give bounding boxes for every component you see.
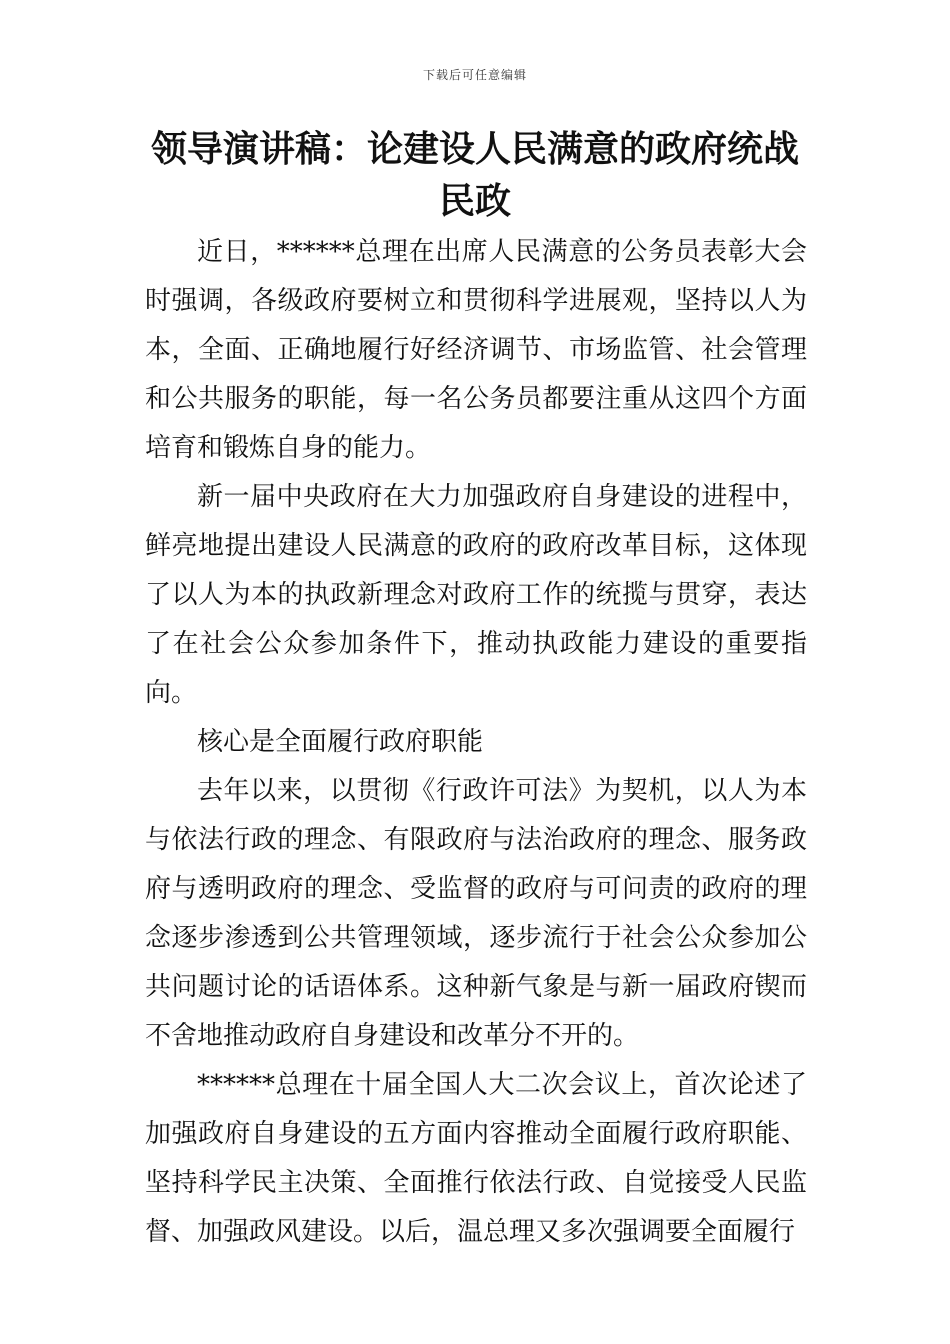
document-body [145,228,807,1257]
paragraph-3: 去年以来，以贯彻《行政许可法》为契机，以人为本与依法行政的理念、有限政府与法治政府的理念、服务政府与透明政府的理念、受监督的政府与可问责的政府的理念逐步渗透到公共管理领域，逐步流行于社会公众参加公共问题讨论的话语体系。这种新气象是与新一届政府锲而不舍地推动政府自身建设和改革分不开的。 [145,776,807,1051]
header-note: 下载后可任意编辑 [422,68,527,82]
document-title: 领导演讲稿：论建设人民满意的政府统战民政 [150,129,799,222]
paragraph-2: 新一届中央政府在大力加强政府自身建设的进程中，鲜亮地提出建设人民满意的政府的政府改革目标，这体现了以人为本的执政新理念对政府工作的统揽与贯穿，表达了在社会公众参加条件下，推动执政能力建设的重要指向。 [145,482,807,708]
paragraph-4: ******总理在十届全国人大二次会议上，首次论述了加强政府自身建设的五方面内容推动全面履行政府职能、坚持科学民主决策、全面推行依法行政、自觉接受人民监督、加强政风建设。以后，温总理又多次强调要全面履行 [145,1070,807,1247]
section-heading: 核心是全面履行政府职能 [197,727,484,757]
paragraph-1: 近日，******总理在出席人民满意的公务员表彰大会时强调，各级政府要树立和贯彻科学进展观，坚持以人为本，全面、正确地履行好经济调节、市场监管、社会管理和公共服务的职能，每一名公务员都要注重从这四个方面培育和锻炼自身的能力。 [145,237,807,463]
